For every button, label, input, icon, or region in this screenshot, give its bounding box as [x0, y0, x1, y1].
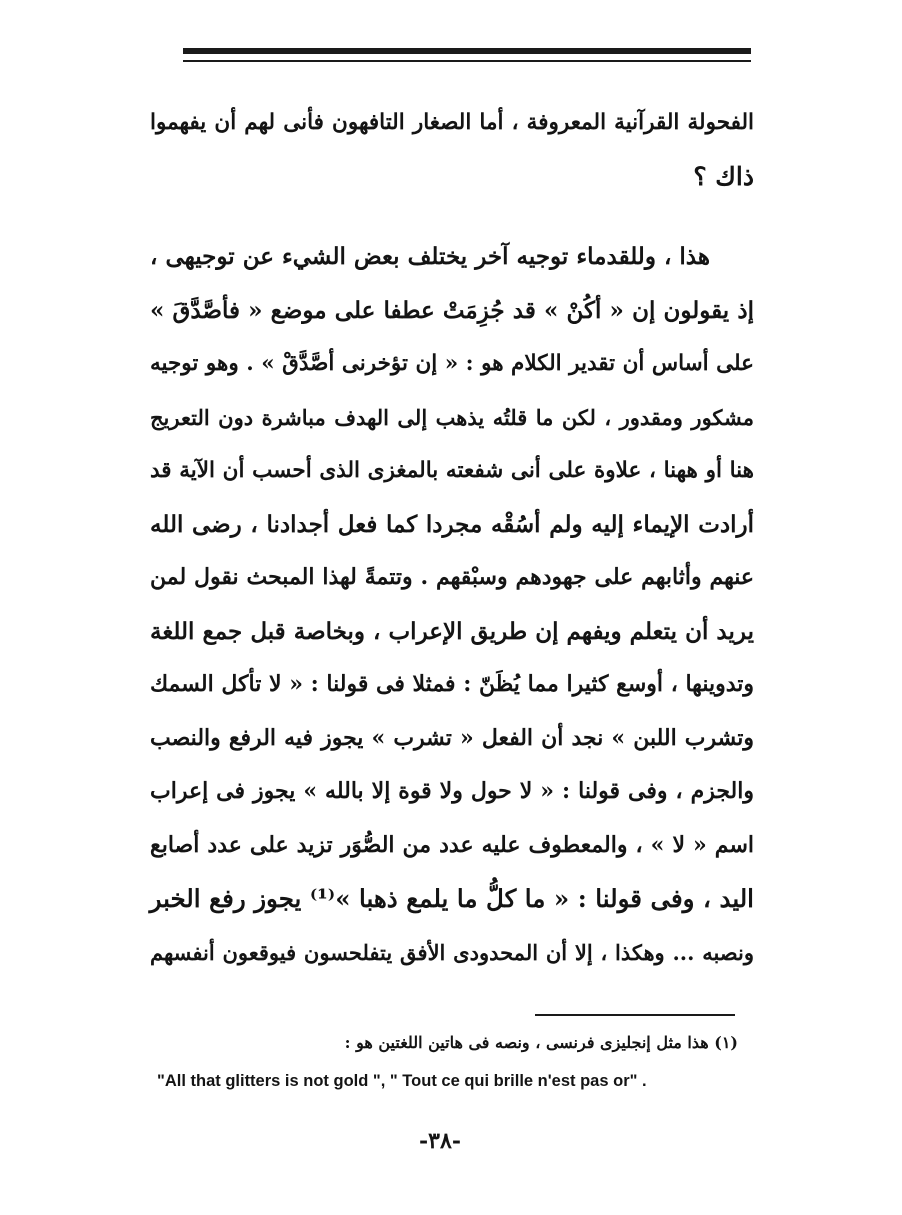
text-line: وتشرب اللبن » نجد أن الفعل « تشرب » يجوز فيه الرفع والنصب	[150, 724, 754, 751]
footnote-english: "All that glitters is not gold ", " Tout ce qui brille n'est pas or" .	[157, 1072, 647, 1090]
text-line: اسم « لا » ، والمعطوف عليه عدد من الصُّوَر تزيد على عدد أصابع	[150, 831, 754, 858]
text-line: مشكور ومقدور ، لكن ما قلتُه يذهب إلى الهدف مباشرة دون التعريج	[150, 404, 754, 430]
text-line: يريد أن يتعلم ويفهم إن طريق الإعراب ، وبخاصة قبل جمع اللغة	[150, 617, 754, 645]
text-line: ونصبه ... وهكذا ، إلا أن المحدودى الأفق يتفلحسون فيوقعون أنفسهم	[150, 939, 754, 965]
footnote-rule	[535, 1014, 735, 1016]
page-number: -٣٨-	[419, 1128, 461, 1154]
header-rule-thin	[183, 60, 751, 62]
paragraph-gap	[150, 203, 754, 230]
text-line: والجزم ، وفى قولنا : « لا حول ولا قوة إلا بالله » يجوز فى إعراب	[150, 778, 754, 804]
footnote-arabic: (١) هذا مثل إنجليزى فرنسى ، ونصه فى هاتين اللغتين هو :	[344, 1033, 738, 1052]
text-line: وتدوينها ، أوسع كثيرا مما يُظَنّ : فمثلا فى قولنا : « لا تأكل السمك	[150, 671, 754, 697]
body-text	[150, 96, 754, 979]
text-line: هذا ، وللقدماء توجيه آخر يختلف بعض الشيء عن توجيهى ،	[150, 243, 710, 270]
text-line: هنا أو ههنا ، علاوة على أنى شفعته بالمغزى الذى أحسب أن الآية قد	[150, 458, 754, 483]
text-line: على أساس أن تقدير الكلام هو : « إن تؤخرنى أصَّدَّقْ » . وهو توجيه	[150, 351, 754, 376]
text-line: عنهم وأثابهم على جهودهم وسبْقهم . وتتمةً لهذا المبحث نقول لمن	[150, 564, 754, 590]
text-line: إذ يقولون إن « أكُنْ » قد جُزِمَتْ عطفا على موضع « فأصَّدَّقَ »	[150, 296, 754, 324]
text-line: أرادت الإيماء إليه ولم أسُقْه مجردا كما فعل أجدادنا ، رضى الله	[150, 510, 754, 538]
text-line: الفحولة القرآنية المعروفة ، أما الصغار التافهون فأنى لهم أن يفهموا	[150, 110, 754, 135]
text-line: اليد ، وفى قولنا : « ما كلُّ ما يلمع ذهبا »⁽¹⁾ يجوز رفع الخبر	[149, 884, 754, 913]
header-rule-thick	[183, 48, 751, 54]
text-line: ذاك ؟	[693, 161, 754, 191]
